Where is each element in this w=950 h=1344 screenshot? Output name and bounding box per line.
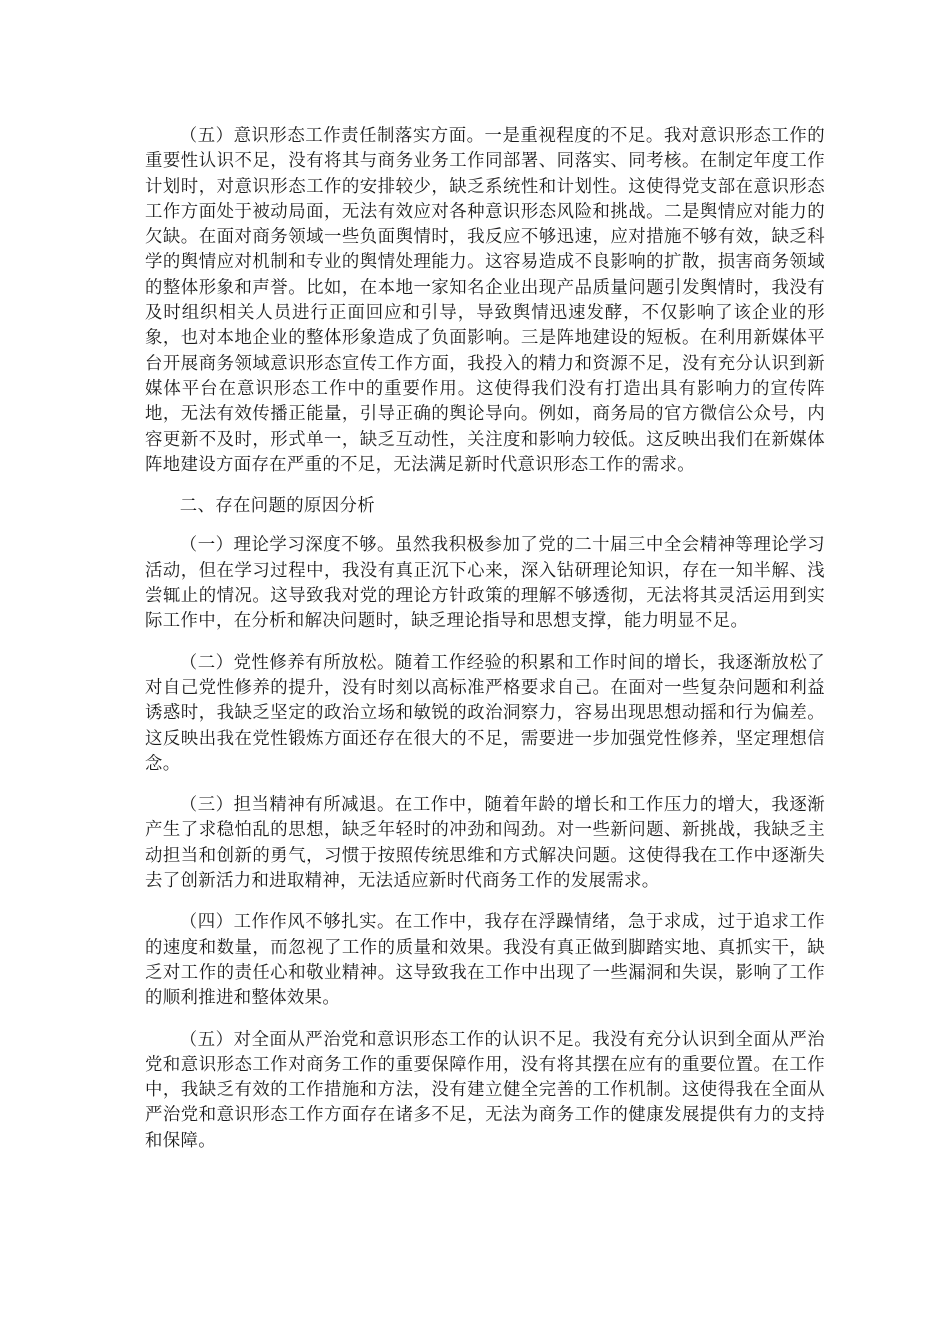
section-heading-cause-analysis: 二、存在问题的原因分析 [179,496,375,517]
paragraph-theory-study: （一）理论学习深度不够。虽然我积极参加了党的二十届三中全会精神等理论学习活动，但在学习过程中，我没有真正沉下心来，深入钻研理论知识，存在一知半解、浅尝辄止的情况。这导致我对党的理论方针政策的理解不够透彻，无法将其灵活运用到实际工作中，在分析和解决问题时，缺乏理论指导和思想支撑，能力明显不足。 [145,535,825,632]
paragraph-responsibility-spirit: （三）担当精神有所减退。在工作中，随着年龄的增长和工作压力的增大，我逐渐产生了求稳怕乱的思想，缺乏年轻时的冲劲和闯劲。对一些新问题、新挑战，我缺乏主动担当和创新的勇气，习惯于按照传统思维和方式解决问题。这使得我在工作中逐渐失去了创新活力和进取精神，无法适应新时代商务工作的发展需求。 [145,795,825,892]
paragraph-party-governance: （五）对全面从严治党和意识形态工作的认识不足。我没有充分认识到全面从严治党和意识形态工作对商务工作的重要保障作用，没有将其摆在应有的重要位置。在工作中，我缺乏有效的工作措施和方法，没有建立健全完善的工作机制。这使得我在全面从严治党和意识形态工作方面存在诸多不足，无法为商务工作的健康发展提供有力的支持和保障。 [145,1029,825,1151]
document-body [145,124,825,1154]
paragraph-party-spirit: （二）党性修养有所放松。随着工作经验的积累和工作时间的增长，我逐渐放松了对自己党性修养的提升，没有时刻以高标准严格要求自己。在面对一些复杂问题和利益诱惑时，我缺乏坚定的政治立场和敏锐的政治洞察力，容易出现思想动摇和行为偏差。这反映出我在党性锻炼方面还存在很大的不足，需要进一步加强党性修养，坚定理想信念。 [145,652,825,774]
paragraph-work-style: （四）工作作风不够扎实。在工作中，我存在浮躁情绪，急于求成，过于追求工作的速度和数量，而忽视了工作的质量和效果。我没有真正做到脚踏实地、真抓实干，缺乏对工作的责任心和敬业精神。这导致我在工作中出现了一些漏洞和失误，影响了工作的顺利推进和整体效果。 [145,912,825,1009]
paragraph-ideology-responsibility: （五）意识形态工作责任制落实方面。一是重视程度的不足。我对意识形态工作的重要性认识不足，没有将其与商务业务工作同部署、同落实、同考核。在制定年度工作计划时，对意识形态工作的安排较少，缺乏系统性和计划性。这使得党支部在意识形态工作方面处于被动局面，无法有效应对各种意识形态风险和挑战。二是舆情应对能力的欠缺。在面对商务领域一些负面舆情时，我反应不够迅速，应对措施不够有效，缺乏科学的舆情应对机制和专业的舆情处理能力。这容易造成不良影响的扩散，损害商务领域的整体形象和声誉。比如，在本地一家知名企业出现产品质量问题引发舆情时，我没有及时组织相关人员进行正面回应和引导，导致舆情迅速发酵，不仅影响了该企业的形象，也对本地企业的整体形象造成了负面影响。三是阵地建设的短板。在利用新媒体平台开展商务领域意识形态宣传工作方面，我投入的精力和资源不足，没有充分认识到新媒体平台在意识形态工作中的重要作用。这使得我们没有打造出具有影响力的宣传阵地，无法有效传播正能量，引导正确的舆论导向。例如，商务局的官方微信公众号，内容更新不及时，形式单一，缺乏互动性，关注度和影响力较低。这反映出我们在新媒体阵地建设方面存在严重的不足，无法满足新时代意识形态工作的需求。 [145,126,825,475]
